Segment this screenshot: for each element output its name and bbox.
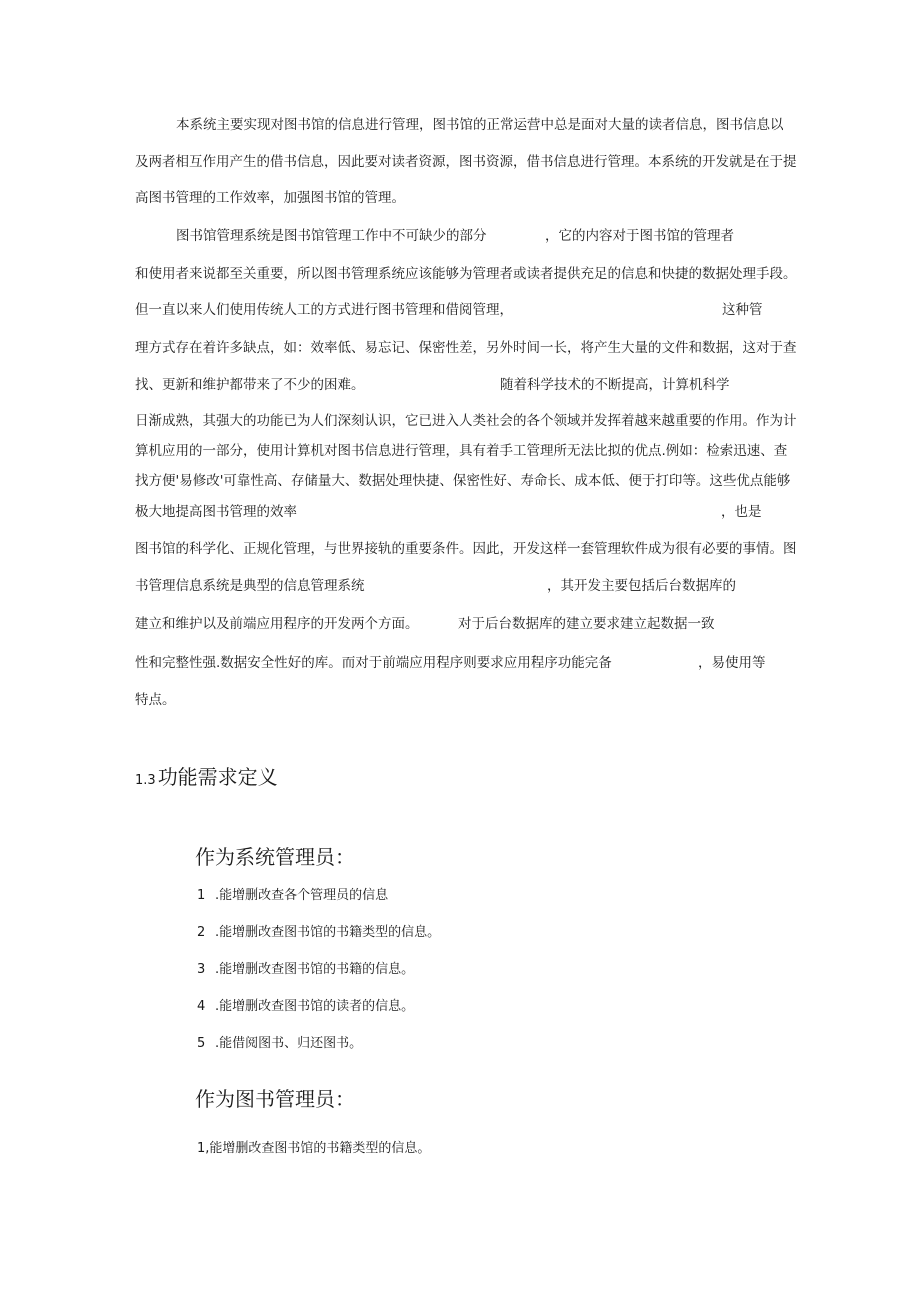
librarian-heading: 作为图书管理员： [195,1087,355,1111]
paragraph2-line-2: 和使用者来说都至关重要，所以图书管理系统应该能够为管理者或读者提供充足的信息和快捷的数据处理手段。 [135,266,797,282]
paragraph2-line-6: 日渐成熟，其强大的功能已为人们深刻认识，它已进入人类社会的各个领域并发挥着越来越重要的作用。作为计 [135,413,797,429]
paragraph2-line-10: 图书馆的科学化、正规化管理，与世界接轨的重要条件。因此，开发这样一套管理软件成为很有必要的事情。图 [135,541,797,557]
paragraph1-line-3: 高图书管理的工作效率，加强图书馆的管理。 [135,190,405,206]
paragraph2-line-14: 特点。 [135,692,176,708]
paragraph2-line-8: 找方便'易修改'可靠性高、存储量大、数据处理快捷、保密性好、寿命长、成本低、便于打印等。这些优点能够 [135,473,791,489]
admin-heading: 作为系统管理员： [195,845,355,869]
paragraph2-line-4: 理方式存在着许多缺点，如：效率低、易忘记、保密性差，另外时间一长，将产生大量的文件和数据，这对于查 [135,340,797,356]
section-heading [135,765,278,793]
librarian-item-1: 1,能增删改查图书馆的书籍类型的信息。 [197,1141,431,1156]
paragraph1-line-1: 本系统主要实现对图书馆的信息进行管理，图书馆的正常运营中总是面对大量的读者信息，图书信息以 [176,117,784,133]
section-number: 1.3 [135,773,156,788]
paragraph1-line-2: 及两者相互作用产生的借书信息，因此要对读者资源，图书资源，借书信息进行管理。本系统的开发就是在于提 [135,154,797,170]
paragraph2-line-7: 算机应用的一部分，使用计算机对图书信息进行管理，具有着手工管理所无法比拟的优点.例如：检索迅速、查 [135,443,788,459]
section-title: 功能需求定义 [157,765,278,789]
